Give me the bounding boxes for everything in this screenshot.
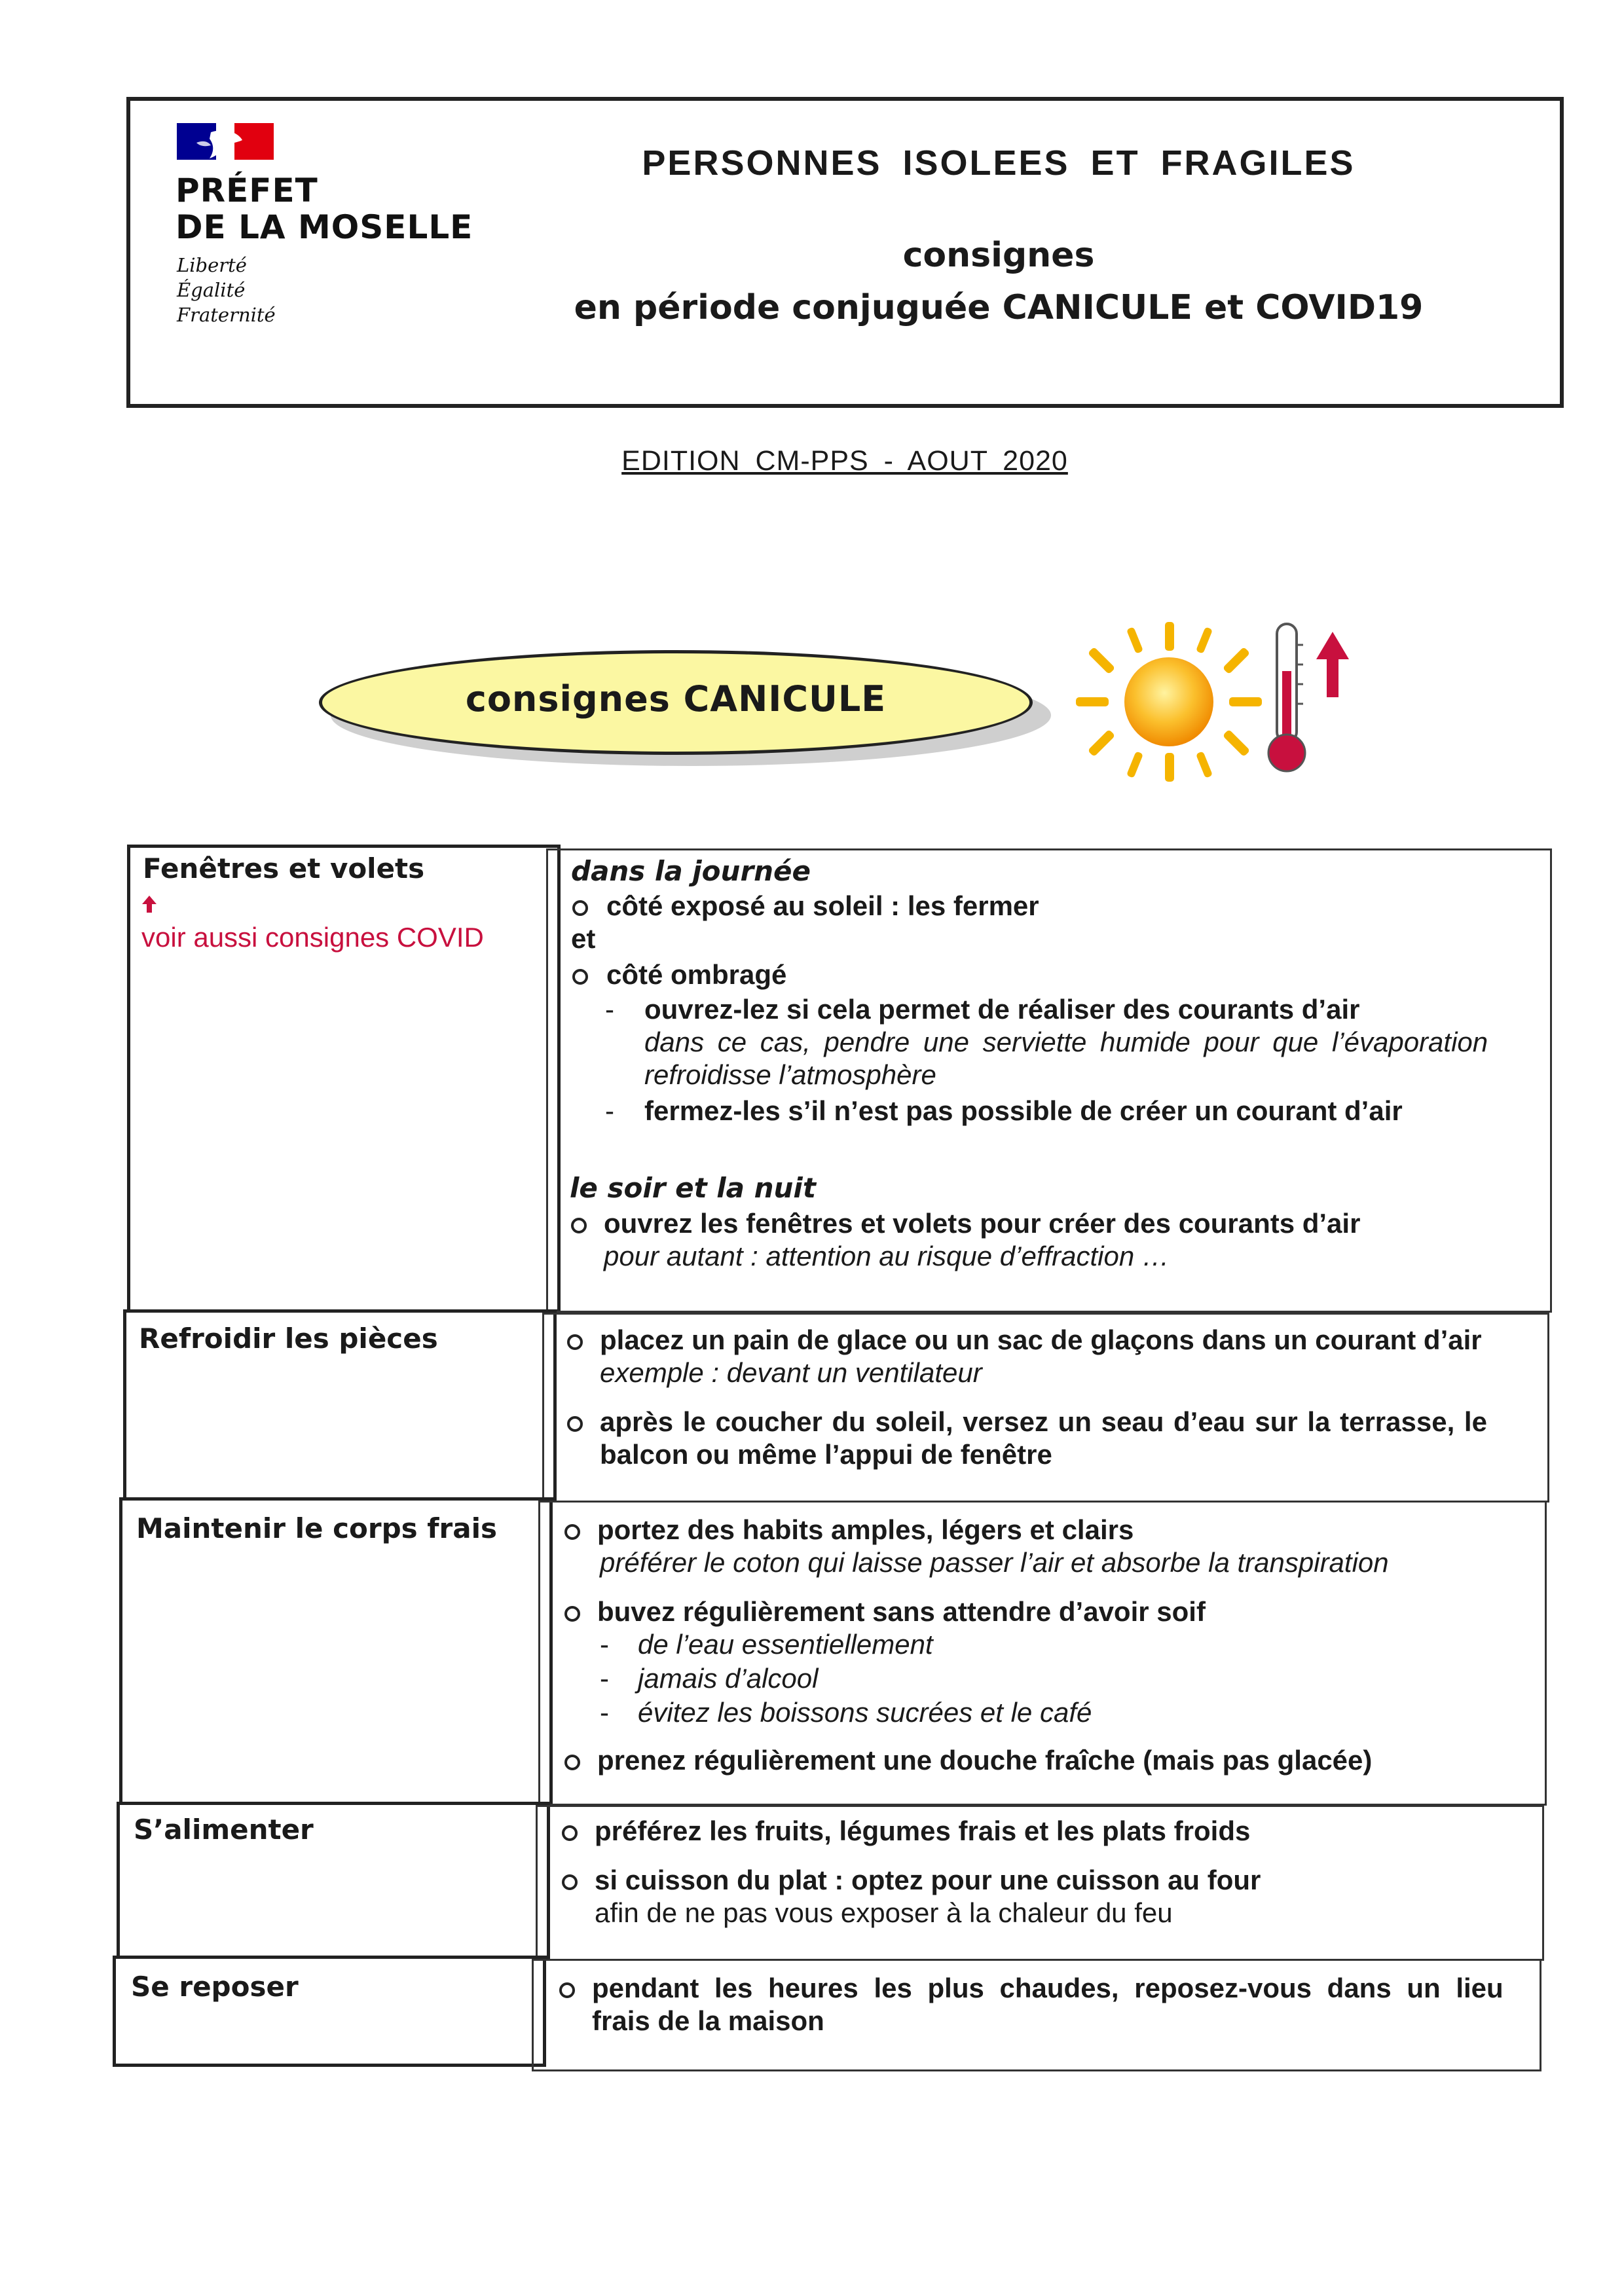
row-title-corps-frais: Maintenir le corps frais: [136, 1512, 498, 1544]
list-item: côté ombragé: [606, 959, 787, 990]
canicule-banner-label: consignes CANICULE: [465, 678, 887, 720]
row-title-fenetres: Fenêtres et volets: [143, 852, 425, 884]
bullet-circle: [567, 1334, 583, 1350]
covid-instructions-link[interactable]: voir aussi consignes COVID: [141, 922, 484, 953]
dash-marker: -: [600, 1629, 609, 1660]
list-item: préférez les fruits, légumes frais et les plats froids: [595, 1815, 1251, 1846]
list-item: prenez régulièrement une douche fraîche (mais pas glacée): [597, 1745, 1373, 1776]
list-note: préférer le coton qui laisse passer l’air et absorbe la transpiration: [600, 1547, 1389, 1578]
connector-text: et: [571, 923, 596, 954]
thermometer-up-icon: [1264, 619, 1362, 776]
arrow-up-icon: [141, 894, 157, 914]
list-note: dans ce cas, pendre une serviette humide pour que l’évaporation: [644, 1027, 1488, 1057]
bullet-circle: [571, 1218, 587, 1233]
list-subitem: évitez les boissons sucrées et le café: [638, 1697, 1092, 1728]
row-title-reposer: Se reposer: [131, 1971, 299, 2003]
list-item-continued: balcon ou même l’appui de fenêtre: [600, 1439, 1052, 1470]
bullet-circle: [572, 900, 588, 916]
marianne-flag-icon: [177, 123, 274, 160]
canicule-table: [113, 845, 1552, 2079]
document-subtitle-periode: en période conjuguée CANICULE et COVID19: [574, 288, 1424, 327]
sun-icon: [1071, 615, 1267, 786]
list-subitem: de l’eau essentiellement: [638, 1629, 933, 1660]
row-title-cell: [127, 845, 561, 1313]
list-item: placez un pain de glace ou un sac de glaçons dans un courant d’air: [600, 1324, 1482, 1355]
row-title-refroidir: Refroidir les pièces: [139, 1322, 438, 1355]
row-title-alimenter: S’alimenter: [134, 1813, 314, 1846]
list-subitem: jamais d’alcool: [638, 1663, 819, 1694]
list-subitem: fermez-les s’il n’est pas possible de créer un courant d’air: [644, 1095, 1403, 1126]
section-evening: le soir et la nuit: [570, 1172, 816, 1204]
devise-egalite: Égalité: [177, 279, 246, 301]
bullet-circle: [564, 1606, 580, 1622]
list-note: exemple : devant un ventilateur: [600, 1357, 982, 1388]
list-note: afin de ne pas vous exposer à la chaleur du feu: [595, 1897, 1173, 1928]
list-note: refroidisse l’atmosphère: [644, 1059, 936, 1090]
prefet-department: DE LA MOSELLE: [175, 208, 473, 246]
list-subitem: ouvrez-lez si cela permet de réaliser des courants d’air: [644, 994, 1360, 1025]
devise-liberte: Liberté: [177, 254, 247, 276]
document-subtitle-consignes: consignes: [902, 236, 1095, 275]
bullet-circle: [564, 1755, 580, 1770]
dash-marker: -: [605, 1095, 614, 1126]
bullet-circle: [567, 1416, 583, 1432]
bullet-circle: [572, 969, 588, 985]
list-item: buvez régulièrement sans attendre d’avoir soif: [597, 1596, 1206, 1627]
list-item: si cuisson du plat : optez pour une cuisson au four: [595, 1865, 1261, 1895]
bullet-circle: [562, 1874, 578, 1890]
bullet-circle: [559, 1982, 575, 1998]
devise-fraternite: Fraternité: [177, 304, 276, 326]
dash-marker: -: [600, 1663, 609, 1694]
dash-marker: -: [600, 1697, 609, 1728]
list-item: après le coucher du soleil, versez un seau d’eau sur la terrasse, le: [600, 1406, 1487, 1437]
prefet-title: PRÉFET: [175, 172, 318, 210]
bullet-circle: [562, 1825, 578, 1841]
list-item: ouvrez les fenêtres et volets pour créer des courants d’air: [604, 1208, 1361, 1239]
list-item: pendant les heures les plus chaudes, reposez-vous dans un lieu: [592, 1973, 1504, 2003]
list-item: côté exposé au soleil : les fermer: [606, 890, 1039, 921]
edition-label: EDITION CM-PPS - AOUT 2020: [621, 445, 1068, 477]
dash-marker: -: [605, 994, 614, 1025]
bullet-circle: [564, 1524, 580, 1540]
list-note: pour autant : attention au risque d’effraction …: [604, 1241, 1170, 1271]
list-item: portez des habits amples, légers et clairs: [597, 1514, 1134, 1545]
list-item-continued: frais de la maison: [592, 2005, 824, 2036]
document-title: PERSONNES ISOLEES ET FRAGILES: [642, 143, 1356, 183]
section-daytime: dans la journée: [571, 855, 811, 887]
